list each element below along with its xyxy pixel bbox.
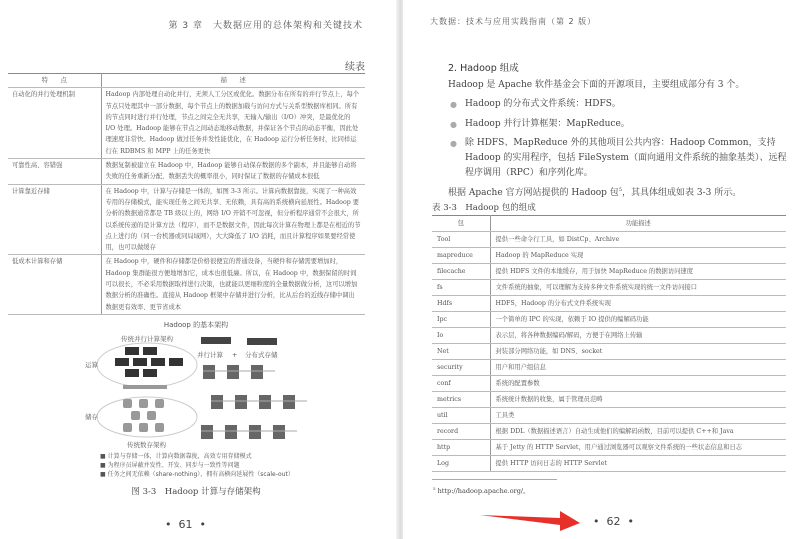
name-cell: Io — [432, 328, 490, 344]
table-row — [432, 232, 786, 248]
figure-bullet: ■ 为程序员屏蔽并发性、开发、同步与一致性等问题 — [100, 462, 240, 469]
cluster-node — [251, 365, 263, 379]
page-number: • 61 • — [165, 518, 206, 531]
traditional-compute-label: 传统并行计算架构 — [121, 335, 173, 343]
name-cell: Net — [432, 344, 490, 360]
table-row — [432, 344, 786, 360]
table-row — [432, 392, 786, 408]
name-cell: 自动化的并行处理机制 — [8, 88, 101, 159]
description-cell: 基于 Jetty 的 HTTP Servlet，用户通过浏览器可以观察文件系统的一些状态信息和日志 — [490, 440, 786, 456]
description-cell: 文件系统的抽象，可以理解为支持多种文件系统实现的统一文件访问接口 — [490, 280, 786, 296]
table-row — [432, 456, 786, 472]
table-row — [432, 440, 786, 456]
description-cell: HDFS，Hadoop 的分布式文件系统实现 — [490, 296, 786, 312]
cluster-node — [227, 365, 239, 379]
name-cell: 计算靠近存储 — [8, 184, 101, 255]
book-header: 大数据：技术与应用实践指南（第 2 版） — [430, 17, 597, 26]
table-row — [432, 408, 786, 424]
distributed-storage-label: 分布式存储 — [245, 351, 278, 359]
footnote: $^5$ http://hadoop.apache.org/。 — [433, 486, 530, 496]
col-header: 包 — [432, 216, 490, 232]
description-cell: Hadoop 内部处理自动化并行，无须人工分区或优化。数据分布在所有的并行节点上，每个节点只处理其中一部分数据，每个节点上的数据加载与访问方式与关系型数据库相同。所有的节点同时进行并行处理，节点之间完全无共享，无输入/输出（I/O）冲突，是最优化的 I/O 处理。Hadoop 能够在节点之间动态地移动数据，并保证各个节点的动态平衡，因此处理速度非常快。Hadoop 做过任务并发性能优化，在 Hadoop 运行分析任务时，比同样运行在 RDBMS 和 MPP 上的任务更快 — [101, 88, 365, 159]
table-row — [432, 328, 786, 344]
figure-caption: 图 3-3 Hadoop 计算与存储架构 — [131, 487, 261, 497]
red-arrow-annotation — [475, 508, 585, 532]
name-cell: Hdfs — [432, 296, 490, 312]
name-cell: conf — [432, 376, 490, 392]
col-header: 功能描述 — [490, 216, 786, 232]
cluster-node — [225, 425, 237, 439]
table-caption: 表 3-3 Hadoop 包的组成 — [432, 203, 536, 213]
description-cell: 提供 HTTP 访问日志的 HTTP Servlet — [490, 456, 786, 472]
cluster-node — [249, 425, 261, 439]
table-row — [8, 88, 365, 159]
table-row — [432, 248, 786, 264]
name-cell: record — [432, 424, 490, 440]
section-title: 2. Hadoop 组成 — [448, 63, 519, 74]
col-header: 描 述 — [101, 74, 365, 88]
table-row — [8, 255, 365, 314]
description-cell: 根据 DDL（数据描述语言）自动生成他们的编解码函数，目前可以提供 C++和 Java — [490, 424, 786, 440]
description-cell: Hadoop 的 MapReduce 实现 — [490, 248, 786, 264]
description-cell: 数据复制被建立在 Hadoop 中，Hadoop 能够自动保存数据的多个副本，并且能够自动将失败的任务重新分配，数据丢失的概率很小，同时保证了数据的存储成本很低 — [101, 159, 365, 185]
name-cell: security — [432, 360, 490, 376]
table-row — [432, 296, 786, 312]
hadoop-packages-table — [432, 215, 786, 472]
description-cell: 系统统计数据的收集，属于管理员范畴 — [490, 392, 786, 408]
description-cell: 工具类 — [490, 408, 786, 424]
name-cell: metrics — [432, 392, 490, 408]
bullet-item: ● 除 HDFS、MapReduce 外的其他项目公共内容：Hadoop Common，支持 Hadoop 的实用程序，包括 FileSystem（面向通用文件系统的抽象基类）、远程程序调用（RPC）和序列化库。 — [450, 138, 787, 178]
table-row — [432, 424, 786, 440]
description-cell: 提供 HDFS 文件的本地缓存，用于加快 MapReduce 的数据访问速度 — [490, 264, 786, 280]
continued-label: 续表 — [345, 62, 365, 73]
name-cell: mapreduce — [432, 248, 490, 264]
description-cell: 系统的配置参数 — [490, 376, 786, 392]
page-number: • 62 • — [593, 515, 634, 528]
cluster-node — [273, 425, 285, 439]
cluster-node — [259, 395, 271, 409]
description-cell: 在 Hadoop 中，硬件和存储都是价格很便宜的普通设备，当硬件和存储需要增加时，Hadoop 集群能很方便地增加它，成本也很低廉。所以，在 Hadoop 中，数据保留的时间可以很长，不必采用数据取样进行决策，也就能以更细粒度的全量数据做分析，这可以增加数据分析的准确性。直接从 Hadoop 框架中存储并进行分析，比从后台的近线存储中调出数据更有效率、更节省成本 — [101, 255, 365, 314]
name-cell: Tool — [432, 232, 490, 248]
table-row — [432, 280, 786, 296]
name-cell: filecache — [432, 264, 490, 280]
bullet-item: ● Hadoop 的分布式文件系统：HDFS。 — [450, 99, 621, 109]
storage-label: 储存 — [85, 413, 98, 421]
name-cell: Log — [432, 456, 490, 472]
parallel-label: 并行计算 — [197, 351, 223, 359]
description-cell: 封装部分网络功能，如 DNS、socket — [490, 344, 786, 360]
description-cell: 提供一些命令行工具，如 DistCp、Archive — [490, 232, 786, 248]
cluster-node — [211, 395, 223, 409]
col-header: 特 点 — [8, 74, 101, 88]
right-page — [403, 0, 801, 539]
description-cell: 表示层，将各种数据编码/解码，方便于在网络上传输 — [490, 328, 786, 344]
description-cell: 在 Hadoop 中，计算与存储是一体的，如图 3-3 所示。计算向数据靠拢，实现了一种高效专用的存储模式，能实现任务之间无共享、无依赖，具有高的系统横向延展性。Hadoop 要分析的数据通常都是 TB 级以上的，网络 I/O 开销不可忽视，但分析程序通常不会很大，所以系统传递的是计算方法（程序），而不是数据文件，因此每次计算在物理上都是在相近的节点上进行的（同一台机器或同局域网），大大降低了 I/O 消耗，而且计算程序如果要经常使用，也可以做缓存 — [101, 184, 365, 255]
name-cell: 低成本计算和存储 — [8, 255, 101, 314]
name-cell: util — [432, 408, 490, 424]
description-cell: 一个简单的 IPC 的实现，依赖于 IO 提供的编解码功能 — [490, 312, 786, 328]
cluster-node — [283, 395, 295, 409]
hadoop-architecture-diagram — [85, 333, 315, 451]
intro-paragraph: Hadoop 是 Apache 软件基金会下面的开源项目，主要组成部分有 3 个。 — [448, 80, 745, 90]
plus-label: + — [232, 351, 238, 359]
figure-bullets — [100, 452, 294, 479]
table-header-row — [8, 74, 365, 88]
table-row — [432, 360, 786, 376]
table-intro-paragraph: 根据 Apache 官方网站提供的 Hadoop 包$^5$，其具体组成如表 3-3 所示。 — [448, 187, 742, 198]
traditional-storage-label: 传统数存架构 — [127, 441, 166, 449]
cluster-node — [201, 425, 213, 439]
figure-title: Hadoop 的基本架构 — [163, 321, 229, 329]
table-row — [8, 159, 365, 185]
table-row — [432, 376, 786, 392]
table-header-row — [432, 216, 786, 232]
left-page — [0, 0, 398, 539]
name-cell: Ipc — [432, 312, 490, 328]
table-row — [432, 312, 786, 328]
name-cell: http — [432, 440, 490, 456]
cluster-node — [203, 365, 215, 379]
table-row — [8, 184, 365, 255]
features-table — [8, 73, 365, 315]
figure-bullet: ■ 任务之间无依赖（share-nothing），拥有高横向延展性（scale-out） — [100, 471, 294, 478]
description-cell: 用户和用户组信息 — [490, 360, 786, 376]
bullet-item: ● Hadoop 并行计算框架：MapReduce。 — [450, 119, 630, 129]
cluster-node — [235, 395, 247, 409]
table-row — [432, 264, 786, 280]
compute-label: 运算 — [85, 361, 98, 369]
footnote-divider — [432, 479, 557, 480]
figure-bullet: ■ 计算与存储一体，计算向数据靠拢，高效专用存储模式 — [100, 453, 252, 460]
name-cell: fs — [432, 280, 490, 296]
chapter-header: 第 3 章 大数据应用的总体架构和关键技术 — [168, 21, 363, 31]
name-cell: 可靠性高、容错强 — [8, 159, 101, 185]
